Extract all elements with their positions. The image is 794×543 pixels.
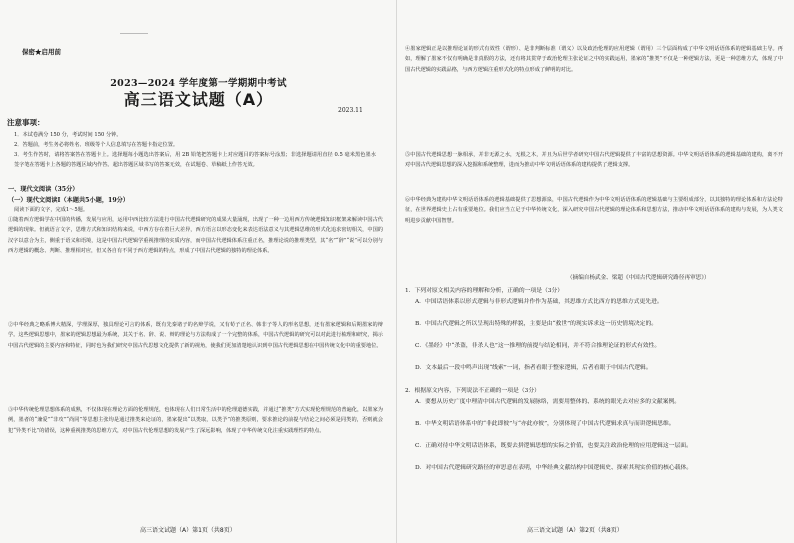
question-2-option-d: D．对中国古代逻辑研究路径的审思意在表明，中华经典文献结构中国逻辑史、探索其现实价值的核心载体。 — [415, 465, 693, 471]
notice-3: 3．考生作答时，请将答案答在答题卡上。选择题每小题选出答案后，用 2B 铅笔把答题卡上对应题目的答案标号涂黑；非选择题请用直径 0.5 毫米黑色墨水签字笔在答题卡上各题的答题区域内作答。超出答题区域书写的答案无效，在试题卷、草稿纸上作答无效。 — [14, 152, 376, 169]
crop-mark — [120, 33, 148, 34]
exam-name: 2023—2024 学年度第一学期期中考试 — [110, 78, 287, 89]
page-footer: 高三语文试题（A）第1页（共8页） — [140, 527, 236, 534]
question-2: 2．根据原文内容，下列说法不正确的一项是（3分） — [405, 388, 540, 394]
notice-heading: 注意事项： — [7, 118, 45, 127]
question-1-option-a: A．中国话语体系以形式逻辑与非形式逻辑并作作为基础，其思维方式比西方的思维方式更先进。 — [415, 299, 663, 305]
section-heading: 一、现代文阅读（35分） — [8, 186, 79, 193]
question-2-option-c: C．正确对待中华文明话语体系，既要去拼逻辑思想的实际之价值，也要关注政治伦理的应用逻辑这一层面。 — [415, 443, 692, 449]
page-right — [397, 0, 794, 543]
question-1: 1．下列对原文相关内容的理解和分析，正确的一项是（3分） — [405, 288, 564, 294]
exam-date: 2023.11 — [338, 107, 363, 114]
reading-instruction: 阅读下面的文字，完成1～5题。 — [14, 207, 89, 213]
passage-paragraph-5: ⑤中国古代逻辑思想一脉相承，并非无源之水，无根之木，并且为后世学者研究中国古代逻辑提供了丰富的思想资源。中华文明话语体系的逻辑基础的建构，离不开对中国古代逻辑思想的深入挖掘和系统整理，进而为推动中华文明话语体系的建构提供了逻辑支撑。 — [405, 152, 783, 169]
page-footer: 高三语文试题（A）第2页（共8页） — [527, 527, 623, 534]
question-1-option-b: B．中国古代逻辑之所以呈现出特殊的样貌，主要是由“救世”的现实诉求这一历史情境决定的。 — [415, 321, 658, 327]
question-1-option-d: D．文本最后一段中鸣声出现“线索”一词，指者看眼于整家逻辑，后者看眼于中国古代逻辑。 — [415, 365, 652, 371]
passage-paragraph-1: ①随着西方逻辑学在中国的传播，发展与应用，运用中西比较方法进行中国古代逻辑研究的成果大量涌现，出现了一种一边用西方传统逻辑知识框架来解读中国古代逻辑的现象。但就语言文字，思维方式和知识结构来说，中西方存在着巨大差异，西方语言以形态变化来表达语法意义与其逻辑思维的形式化追求密切相关，中国的汉字以意合为主，侧重于语义和语境，这是中国古代逻辑学重视推理的实质内容，而中国古代逻辑体系注重正名，推理论说的推理类型，其“名”“辞”“说”可以分别与西方逻辑的概念、判断、推理相对应，但又各自有不同于西方逻辑的特点，形成了中国古代逻辑的独特的理论体系。 — [8, 217, 383, 255]
notice-1: 1．本试卷满分 150 分，考试时间 150 分钟。 — [14, 132, 122, 138]
notice-2: 2．答题前，考生务必将姓名、班级等个人信息填写在答题卡指定位置。 — [14, 142, 179, 148]
confidential-label: 保密★启用前 — [22, 48, 61, 56]
passage-paragraph-6: ⑥中华经典为建构中华文明话语体系的逻辑基础提供了思想源泉，中国古代逻辑作为中华文明话语体系的逻辑基础与主要组成部分，以其独特的理论体系和方法论特征，在世界逻辑史上占有重要地位。我们应当立足于中华传统文化，深入研究中国古代逻辑的理论体系和思想方法，推动中华文明话语体系的建构与发展，为人类文明进步贡献中国智慧。 — [405, 197, 783, 224]
passage-paragraph-4: ④墨家逻辑正是以推理论证的形式有效性（谓形）、是非判断标准（谓义）以及政治伦理的应用逻辑（谓用）三个层面构成了中华文明话语体系的逻辑基础主导。再如，理解了墨家不仅有明确是非真假的方法，还有将其贯穿于政治伦理主张论证之中的实践运用，墨家的“推类”不仅是一种逻辑方法，更是一种思维方式，体现了中国古代逻辑的实践品格，与西方逻辑注重形式化的特点形成了鲜明的对比。 — [405, 46, 783, 73]
source-citation: （摘编自杨武金、梁超《中国古代逻辑研究路径再审思》） — [567, 275, 710, 281]
passage-paragraph-3: ③中华传统伦理思想体系的成熟，不仅体现在理论方面的伦理规范，也体现在人们日常生活中的伦理道德实践，并通过“推类”方式实现伦理规范的普遍化，以墨家为例，墨者的“兼爱”“非攻”“尚同”等思想主张均是通过推类来论证的，墨家提出“以类取，以类予”的推类原则，要求推论的前提与结论之间必须是同类的，否则就会犯“异类不比”的错误，这种重视推类的思维方式，对中国古代伦理思想的发展产生了深远影响，体现了中华传统文化注重实践理性的特点。 — [8, 407, 383, 434]
question-2-option-b: B．中华文明话语体系中的“非此即彼”与“亦此亦彼”，分别体现了中国古代逻辑求真与而讲逻辑思维。 — [415, 421, 675, 427]
question-2-option-a: A．要想从历史广度中理清中国古代逻辑的发展脉络，需要用整体的、系统的眼光去对应多的文献案例。 — [415, 399, 681, 405]
page-title: 高三语文试题（A） — [123, 90, 274, 109]
subsection-heading: （一）现代文阅读Ⅰ（本题共5小题，19分） — [8, 197, 129, 204]
passage-paragraph-2: ②中华经典之略系博大精深，学理深厚，独具理论可言的体系，既有先秦诸子的名辩学说，又有荀子正名、韩非子等人的形名思想，还有墨家逻辑和后期墨家的辩学。这些逻辑思想中，墨家的逻辑思想最为系统，其关于名、辞、说、辩的理论与方法构成了一个完整的体系，中国古代逻辑的研究可以对此进行梳理和研究，揭示中国古代逻辑的主要内容和特征，同时也为我们研究中国古代思想文化提供了新的视角，使我们更加清楚地认识到中国古代逻辑思想在中国传统文化中的重要地位。 — [8, 322, 383, 349]
question-1-option-c: C．《墨经》中“杀盗，非杀人也”这一推理的前提与结论相同，并不符合推理论证的形式有效性。 — [415, 343, 661, 349]
